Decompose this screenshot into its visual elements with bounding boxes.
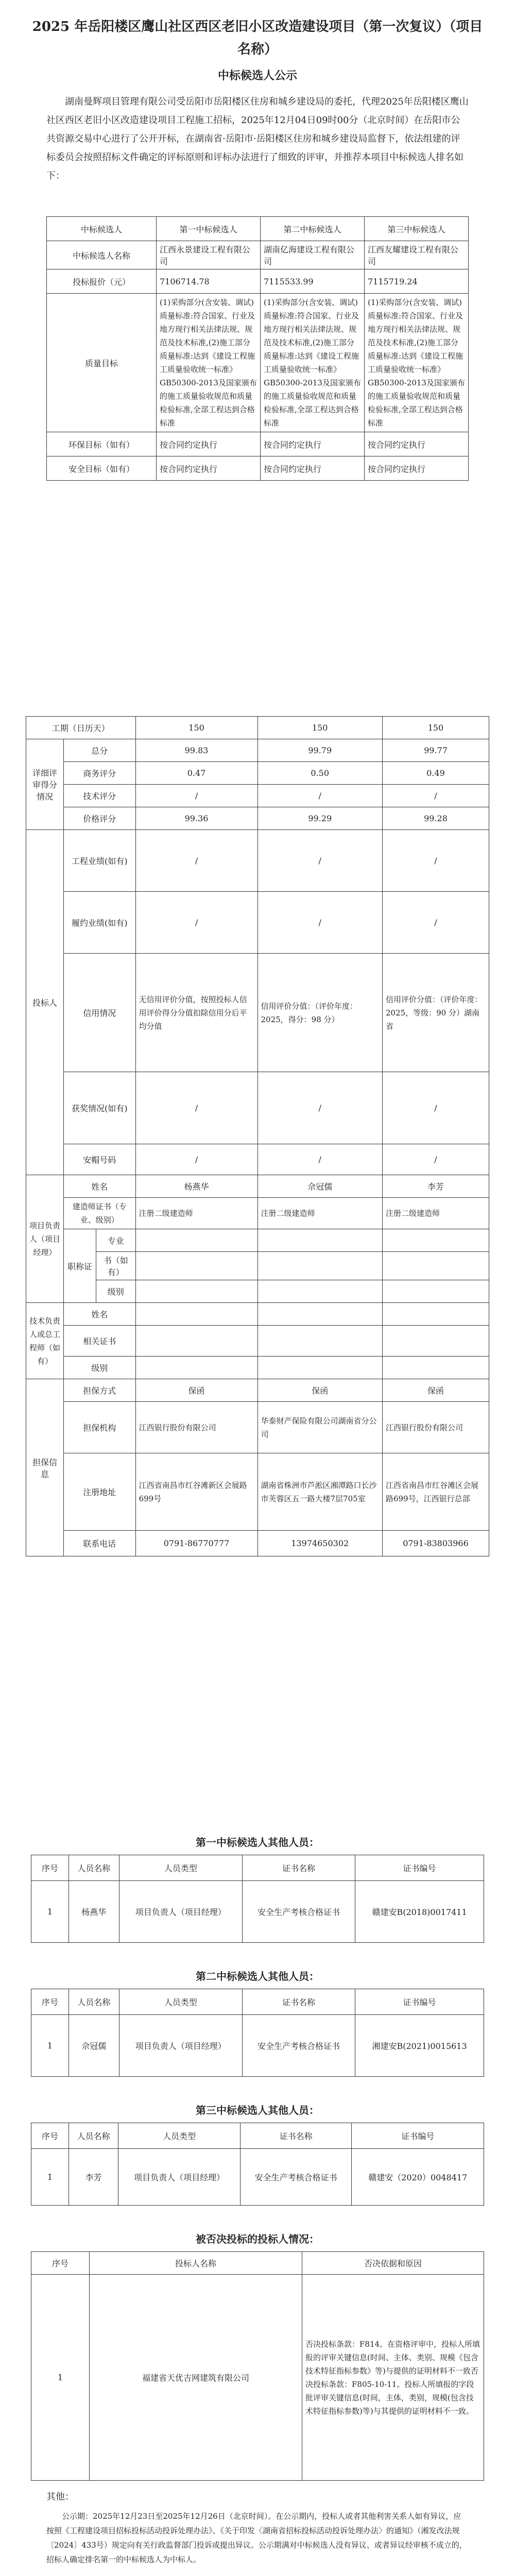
total-score: 99.79 [258, 739, 382, 762]
pm-cert: 注册二级建造师 [258, 1198, 382, 1229]
row-label: 投标报价（元） [47, 269, 157, 294]
biz-score: 0.50 [258, 762, 382, 785]
row-label: 注册地址 [64, 1453, 136, 1531]
rejected-title: 被否决投标的投标人情况： [196, 2233, 319, 2245]
other-value: / [135, 1144, 258, 1175]
guarantor: 华泰财产保险有限公司湖南省分公司 [258, 1402, 382, 1453]
header-cell: 第一中标候选人 [157, 217, 261, 241]
row-label: 联系电话 [64, 1531, 136, 1556]
section-title-3: 第三中标候选人其他人员： [196, 2104, 319, 2116]
section-title-2: 第二中标候选人其他人员： [196, 1970, 319, 1982]
notice-p1: 公示期：2025年12月23日至2025年12月26日（北京时间）。在公示期内，投标人或者其他利害关系人如有异议，应按照《工程建设项目招标投标活动投诉处理办法》、《关于印发〈湖南省招标投标活动投诉处理办法〉的通知》（湘发改法规〔2024〕433号）规定向有关行政监督部门投诉或提出异议。公示期满对中标候选人没有异议、或者异议经审核不成立的，招标人确定排名第一的中标候选人为中标人。 [46, 2512, 467, 2564]
candidate-name: 江西友耀建设工程有限公司 [365, 241, 469, 269]
quality-target: (1)采购部分(含安装、调试)质量标准:符合国家、行业及地方现行相关法律法规、规范及技术标准,(2)施工部分质量标准:达到《建设工程施工质量验收统一标准》GB50300-2013及国家颁布的施工质量验收规范和质量检验标准,全部工程达到合格标准 [365, 294, 469, 432]
person-name: 李芳 [69, 2149, 118, 2206]
other-notes: 其他： [46, 2492, 74, 2502]
phone: 0791-86770777 [135, 1531, 258, 1556]
pm-cert: 注册二级建造师 [382, 1198, 489, 1229]
pm-name: 李芳 [382, 1175, 489, 1198]
guarantor: 江西银行股份有限公司 [382, 1402, 489, 1453]
page-title: 2025 年岳阳楼区鹰山社区西区老旧小区改造建设项目（第一次复议）（项目名称） [32, 19, 483, 57]
row-label: 质量目标 [47, 294, 157, 432]
row-label: 专业 [96, 1229, 136, 1252]
person-name: 佘冠儒 [69, 2015, 119, 2077]
duty-value: / [258, 892, 382, 954]
row-label: 中标候选人名称 [47, 241, 157, 269]
row-label: 信用情况 [64, 954, 136, 1072]
row-label: 姓名 [64, 1175, 136, 1198]
pm-name: 杨燕华 [135, 1175, 258, 1198]
intro-paragraph [46, 93, 469, 185]
row-label: 工程业绩(如有) [64, 830, 136, 892]
person-type: 项目负责人（项目经理） [119, 1881, 242, 1943]
row-label: 相关证书 [64, 1326, 136, 1357]
duration-value: 150 [258, 717, 382, 739]
row-label: 担保方式 [64, 1379, 136, 1402]
pm-cert: 注册二级建造师 [135, 1198, 258, 1229]
cert-number: 赣建安（2020）0048417 [352, 2149, 484, 2206]
price-score: 99.29 [258, 807, 382, 830]
bid-price: 7115719.24 [365, 269, 469, 294]
header-cell: 人员名称 [69, 1989, 119, 2015]
row-label: 环保目标（如有） [47, 432, 157, 456]
rejection-reason: 否决投标条款：F814。在资格评审中，投标人所填报的评审关键信息(时间、主体、类别、规模《包含技术特征指标参数》等)与提供的证明材料不一致否决投标条款：F805-10-11。投标人所填报的字段批评审关键信息(时间，主体，类别，规模(包含技术特征指标参数)等)与其提供的证明材料不一致。 [302, 2275, 484, 2481]
techlead-label: 技术负责人或总工程师（如有） [26, 1303, 64, 1379]
bid-price: 7106714.78 [157, 269, 261, 294]
section-title-1: 第一中标候选人其他人员： [196, 1836, 319, 1849]
person-name: 杨燕华 [69, 1881, 119, 1943]
header-cell: 证书名称 [242, 1855, 355, 1881]
row-label: 履约业绩(如有) [64, 892, 136, 954]
row-index: 1 [31, 2275, 90, 2481]
header-cell: 证书名称 [242, 1989, 355, 2015]
row-index: 1 [31, 2015, 69, 2077]
biz-score: 0.49 [382, 762, 489, 785]
row-label: 总分 [64, 739, 136, 762]
cert-name: 安全生产考核合格证书 [242, 2015, 355, 2077]
biz-score: 0.47 [135, 762, 258, 785]
header-cell: 中标候选人 [47, 217, 157, 241]
row-label: 技术评分 [64, 785, 136, 807]
tech-score: / [258, 785, 382, 807]
bidder-label: 投标人 [26, 830, 64, 1175]
other-value: / [258, 1144, 382, 1175]
row-label: 工期（日历天） [26, 717, 136, 739]
guarantor: 江西银行股份有限公司 [135, 1402, 258, 1453]
header-cell: 人员名称 [69, 2123, 118, 2149]
env-target: 按合同约定执行 [157, 432, 261, 456]
person-table-1 [31, 1855, 484, 1943]
cert-number: 赣建安B(2018)0017411 [355, 1881, 484, 1943]
tech-score: / [135, 785, 258, 807]
award-value: / [135, 1072, 258, 1144]
header-cell: 证书编号 [355, 1855, 484, 1881]
header-cell: 序号 [31, 2123, 69, 2149]
credit-value: 无信用评价分值，按照投标人信用评价得分分值扣除信用分后平均分值 [135, 954, 258, 1072]
env-target: 按合同约定执行 [365, 432, 469, 456]
row-label: 获奖情况(如有) [64, 1072, 136, 1144]
safety-target: 按合同约定执行 [261, 456, 365, 481]
tech-score: / [382, 785, 489, 807]
row-label: 级别 [64, 1357, 136, 1379]
env-target: 按合同约定执行 [261, 432, 365, 456]
award-value: / [258, 1072, 382, 1144]
guarantee-label: 担保信息 [26, 1379, 64, 1556]
guarantee-type: 保函 [135, 1379, 258, 1402]
price-score: 99.36 [135, 807, 258, 830]
row-index: 1 [31, 1881, 69, 1943]
row-label: 建造师证书（专业、级别） [64, 1198, 136, 1229]
candidate-name: 江西永景建设工程有限公司 [157, 241, 261, 269]
rejected-table [31, 2251, 484, 2481]
row-label: 安全目标（如有） [47, 456, 157, 481]
candidates-table [46, 216, 469, 481]
candidate-name: 湖南亿海建设工程有限公司 [261, 241, 365, 269]
price-score: 99.28 [382, 807, 489, 830]
row-label: 商务评分 [64, 762, 136, 785]
duration-value: 150 [382, 717, 489, 739]
header-cell: 第二中标候选人 [261, 217, 365, 241]
quality-target: (1)采购部分(含安装、调试)质量标准:符合国家、行业及地方现行相关法律法规、规范及技术标准,(2)施工部分质量标准:达到《建设工程施工质量验收统一标准》GB50300-2013及国家颁布的施工质量验收规范和质量检验标准,全部工程达到合格标准 [261, 294, 365, 432]
header-cell: 人员名称 [69, 1855, 119, 1881]
header-cell: 人员类型 [118, 2123, 241, 2149]
perf-value: / [382, 830, 489, 892]
header-cell: 证书编号 [352, 2123, 484, 2149]
header-cell: 第三中标候选人 [365, 217, 469, 241]
row-label: 担保机构 [64, 1402, 136, 1453]
intro-line-1: 湖南曼辉项目管理有限公司受岳阳市岳阳楼区住房和城乡建设局的委托，代理2025年岳阳楼区鹰山社区西区老旧小区改造建设项目工程施工招标， [46, 96, 469, 126]
header-cell: 人员类型 [119, 1989, 242, 2015]
row-index: 1 [31, 2149, 69, 2206]
perf-value: / [258, 830, 382, 892]
header-cell: 证书名称 [240, 2123, 352, 2149]
header-cell: 否决依据和原因 [302, 2252, 484, 2275]
guarantee-type: 保函 [382, 1379, 489, 1402]
credit-value: 信用评价分值：（评价年度：2025，得分：98 分） [258, 954, 382, 1072]
header-cell: 证书编号 [355, 1989, 484, 2015]
safety-target: 按合同约定执行 [365, 456, 469, 481]
header-cell: 序号 [31, 1989, 69, 2015]
row-label: 级别 [96, 1280, 136, 1303]
row-label: 姓名 [64, 1303, 136, 1326]
review-label: 详细评审得分情况 [26, 739, 64, 830]
total-score: 99.83 [135, 739, 258, 762]
address: 江西省南昌市红谷滩新区会展路699号 [135, 1453, 258, 1531]
cert-name: 安全生产考核合格证书 [240, 2149, 352, 2206]
credit-value: 信用评价分值：（评价年度：2025，等级：90 分）湖南省 [382, 954, 489, 1072]
person-type: 项目负责人（项目经理） [118, 2149, 241, 2206]
bid-price: 7115533.99 [261, 269, 365, 294]
quality-target: (1)采购部分(含安装、调试)质量标准:符合国家、行业及地方现行相关法律法规、规范及技术标准,(2)施工部分质量标准:达到《建设工程施工质量验收统一标准》GB50300-2013及国家颁布的施工质量验收规范和质量检验标准,全部工程达到合格标准 [157, 294, 261, 432]
duty-value: / [382, 892, 489, 954]
cert-number: 湘建安B(2021)0015613 [355, 2015, 484, 2077]
person-table-2 [31, 1989, 484, 2077]
total-score: 99.77 [382, 739, 489, 762]
rejected-bidder: 福建省天优吉网建筑有限公司 [90, 2275, 302, 2481]
perf-value: / [135, 830, 258, 892]
intro-line-2: 2025年12月04日09时00分（北京时间）在岳阳市公共资源交易中心进行了公开开标，在湖南省·岳阳市·岳阳楼区住房和城乡建设局监督下，依法组建的评标委员会按照招标文件确定的评标原则和评标办法进行了细致的评审，并推荐本项目中标候选人排名如下： [46, 115, 464, 181]
row-label: 书（如有） [96, 1252, 136, 1280]
header-cell: 序号 [31, 2252, 90, 2275]
row-label: 安帽号码 [64, 1144, 136, 1175]
pm-name: 佘冠儒 [258, 1175, 382, 1198]
address: 江西省南昌市红谷滩区会展路699号，江西银行总部 [382, 1453, 489, 1531]
duty-value: / [135, 892, 258, 954]
award-value: / [382, 1072, 489, 1144]
phone: 13974650302 [258, 1531, 382, 1556]
person-table-3 [31, 2123, 484, 2206]
other-value: / [382, 1144, 489, 1175]
guarantee-type: 保函 [258, 1379, 382, 1402]
pm-label: 项目负责人（项目经理） [26, 1175, 64, 1303]
address: 湖南省株洲市芦淞区湘潭路口长沙市芙蓉区五一路大楼7层705室 [258, 1453, 382, 1531]
header-cell: 人员类型 [119, 1855, 242, 1881]
safety-target: 按合同约定执行 [157, 456, 261, 481]
detail-table [26, 716, 489, 1556]
row-label: 职称证 [64, 1229, 96, 1303]
row-label: 价格评分 [64, 807, 136, 830]
cert-name: 安全生产考核合格证书 [242, 1881, 355, 1943]
page-subtitle: 中标候选人公示 [217, 69, 297, 82]
duration-value: 150 [135, 717, 258, 739]
person-type: 项目负责人（项目经理） [119, 2015, 242, 2077]
header-cell: 序号 [31, 1855, 69, 1881]
header-cell: 投标人名称 [90, 2252, 302, 2275]
phone: 0791-83803966 [382, 1531, 489, 1556]
